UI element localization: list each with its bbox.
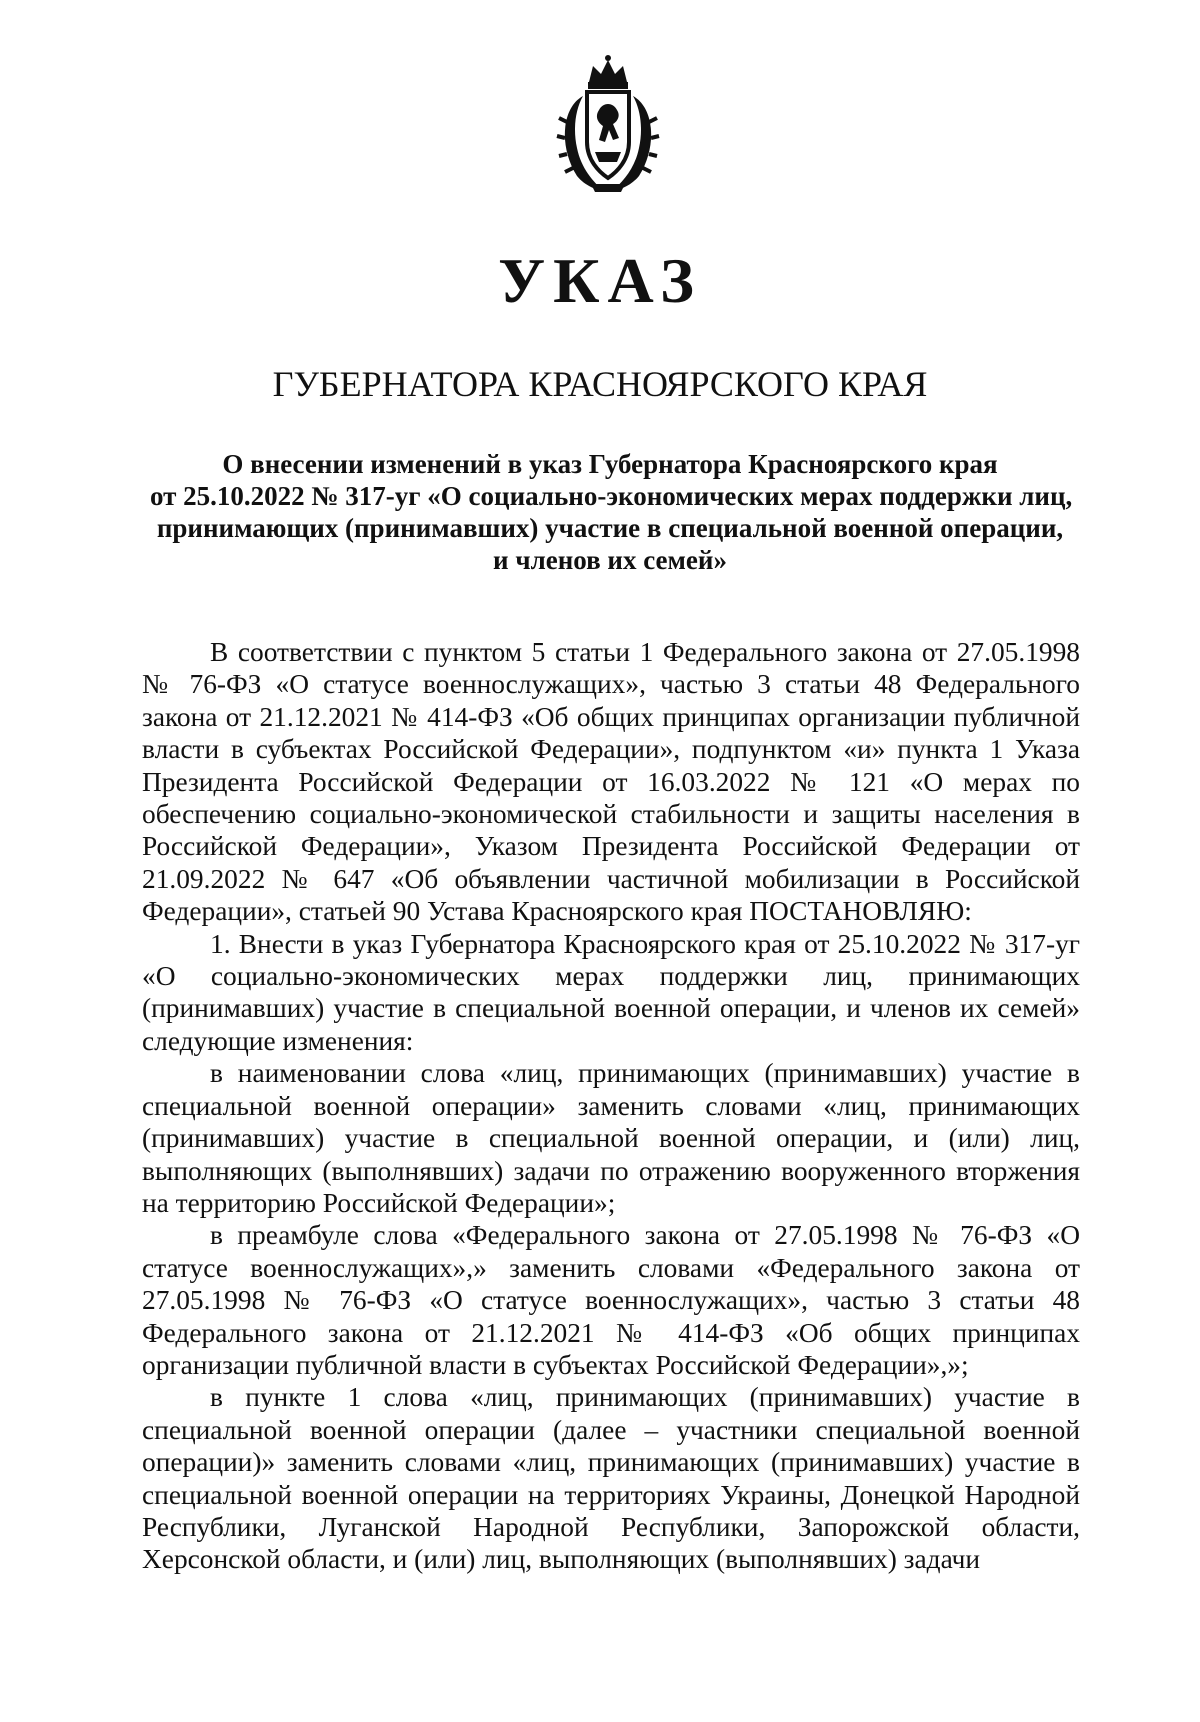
- body-paragraph: в пункте 1 слова «лиц, принимающих (принимавших) участие в специальной военной операции (далее – участники специальной военной операции)» заменить словами «лиц, принимающих (принимавших) участие в специальной военной операции на территориях Украины, Донецкой Народной Республики, Луганской Народной Республики, Запорожской области, Херсонской области, и (или) лиц, выполняющих (выполнявших) задачи: [142, 1382, 1080, 1575]
- body-paragraph: в наименовании слова «лиц, принимающих (принимавших) участие в специальной военной операции» заменить словами «лиц, принимающих (принимавших) участие в специальной военной операции, и (или) лиц, выполняющих (выполнявших) задачи по отражению вооруженного вторжения на территорию Российской Федерации»;: [142, 1058, 1080, 1218]
- heading-line: принимающих (принимавших) участие в специальной военной операции,: [156, 513, 1064, 543]
- coat-of-arms-icon: [555, 52, 661, 194]
- decree-title: УКАЗ: [498, 245, 702, 316]
- body-paragraph: в преамбуле слова «Федерального закона от 27.05.1998 № 76-ФЗ «О статусе военнослужащих»,» заменить словами «Федерального закона от 27.05.1998 № 76-ФЗ «О статусе военнослужащих», частью 3 статьи 48 Федерального закона от 21.12.2021 № 414-ФЗ «Об общих принципах организации публичной власти в субъектах Российской Федерации»,»;: [142, 1220, 1080, 1380]
- heading-line: О внесении изменений в указ Губернатора Красноярского края: [222, 449, 998, 479]
- decree-heading: [150, 448, 1073, 576]
- body-paragraph: 1. Внести в указ Губернатора Красноярского края от 25.10.2022 № 317-уг «О социально-экономических мерах поддержки лиц, принимающих (принимавших) участие в специальной военной операции, и членов их семей» следующие изменения:: [142, 928, 1080, 1056]
- heading-line: и членов их семей»: [493, 545, 727, 575]
- issuer-title: ГУБЕРНАТОРА КРАСНОЯРСКОГО КРАЯ: [272, 364, 928, 404]
- heading-line: от 25.10.2022 № 317-уг «О социально-экономических мерах поддержки лиц,: [150, 481, 1073, 511]
- body-paragraph: В соответствии с пунктом 5 статьи 1 Федерального закона от 27.05.1998 № 76-ФЗ «О статусе военнослужащих», частью 3 статьи 48 Федерального закона от 21.12.2021 № 414-ФЗ «Об общих принципах организации публичной власти в субъектах Российской Федерации», подпунктом «и» пункта 1 Указа Президента Российской Федерации от 16.03.2022 № 121 «О мерах по обеспечению социально-экономической стабильности и защиты населения в Российской Федерации», Указом Президента Российской Федерации от 21.09.2022 № 647 «Об объявлении частичной мобилизации в Российской Федерации», статьей 90 Устава Красноярского края ПОСТАНОВЛЯЮ:: [142, 637, 1080, 927]
- decree-body: [142, 636, 1080, 1576]
